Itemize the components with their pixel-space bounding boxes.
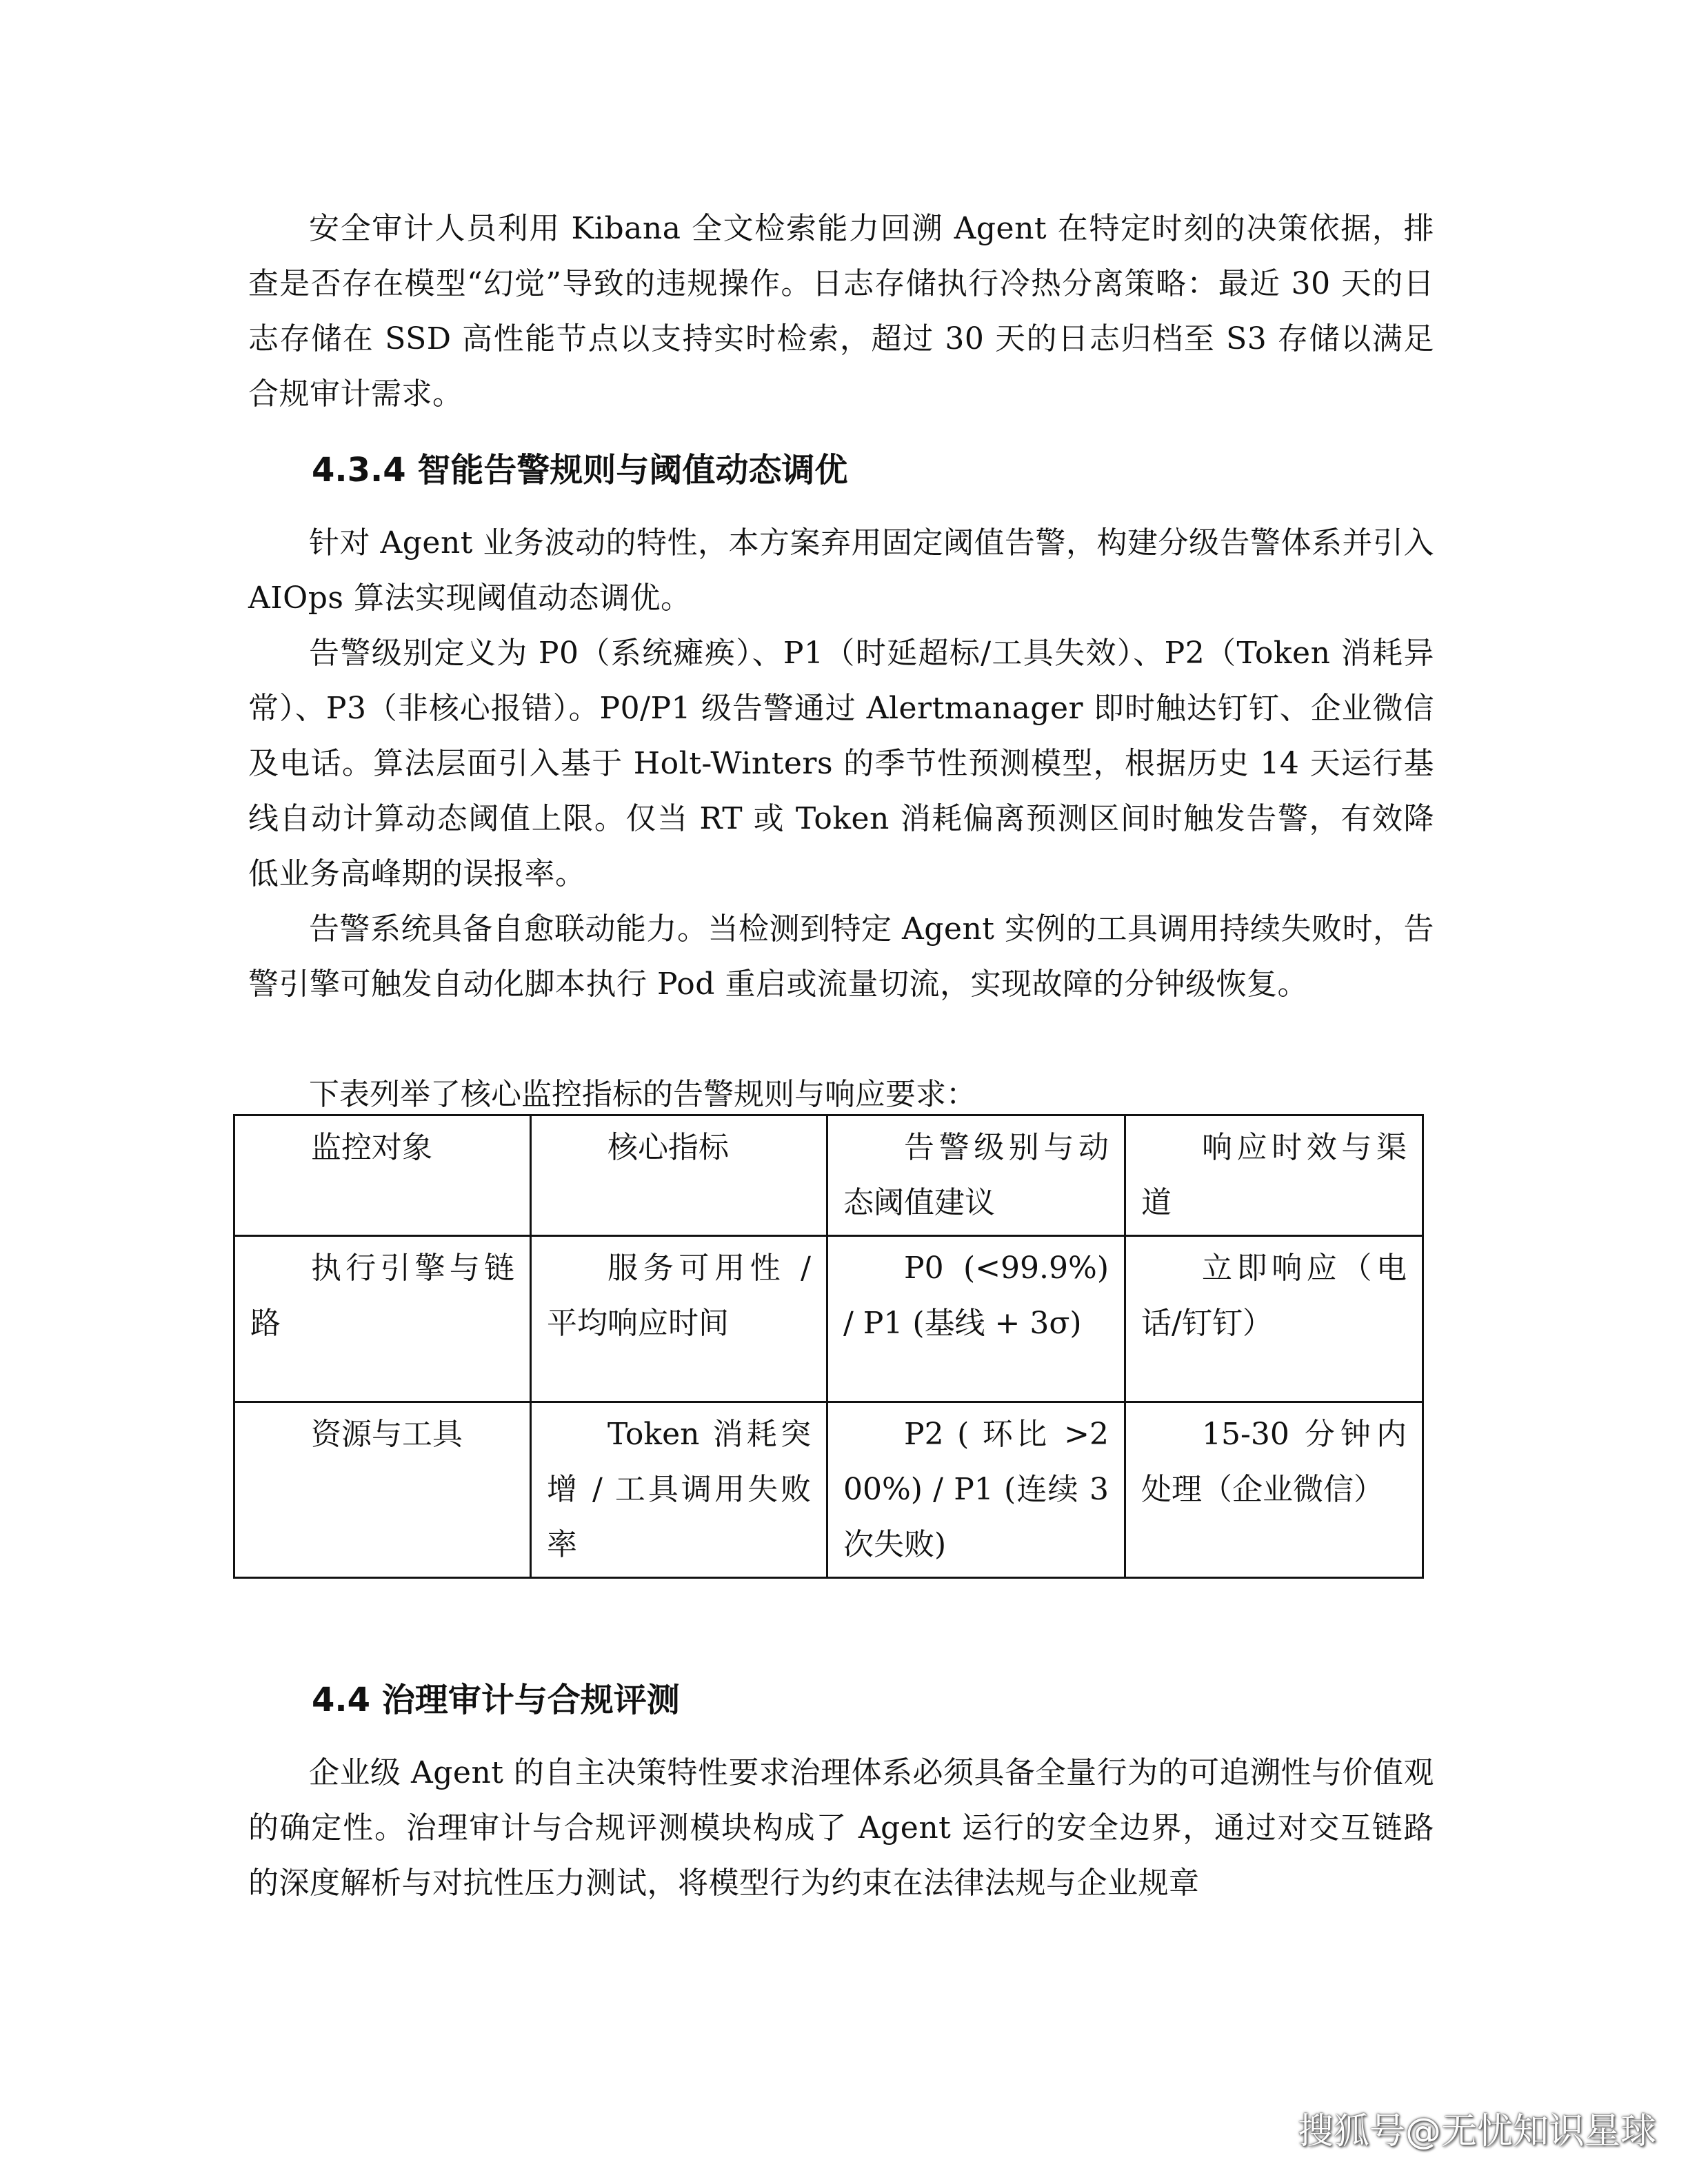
paragraph-governance: 企业级 Agent 的自主决策特性要求治理体系必须具备全量行为的可追溯性与价值观的确定性。治理审计与合规评测模块构成了 Agent 运行的安全边界，通过对交互链路的深度解析与对抗性压力测试，将模型行为约束在法律法规与企业规章 (248, 1755, 1434, 1901)
paragraph-log-audit: 安全审计人员利用 Kibana 全文检索能力回溯 Agent 在特定时刻的决策依据，排查是否存在模型“幻觉”导致的违规操作。日志存储执行冷热分离策略：最近 30 天的日志存储在 SSD 高性能节点以支持实时检索，超过 30 天的日志归档至 S3 存储以满足合规审计需求。 (248, 211, 1434, 412)
table-header-row (234, 1115, 1423, 1236)
table-row (234, 1236, 1423, 1402)
table-header-cell: 核心指标 (531, 1115, 827, 1236)
table-cell: 资源与工具 (234, 1402, 531, 1578)
table-header-cell: 监控对象 (234, 1115, 531, 1236)
table-cell: P0 (<99.9%) / P1 (基线 + 3σ) (827, 1236, 1125, 1402)
section-heading-4-4: 4.4 治理审计与合规评测 (312, 1681, 680, 1719)
watermark-text: 搜狐号@无忧知识星球 (1297, 2111, 1656, 2152)
section-heading-4-3-4: 4.3.4 智能告警规则与阈值动态调优 (312, 451, 848, 489)
alert-rules-table (233, 1114, 1424, 1579)
table-cell: Token 消耗突增 / 工具调用失败率 (531, 1402, 827, 1578)
table-cell: P2 ( 环比 >200%) / P1 (连续 3 次失败) (827, 1402, 1125, 1578)
table-cell: 服务可用性 / 平均响应时间 (531, 1236, 827, 1402)
paragraph-alert-intro: 针对 Agent 业务波动的特性，本方案弃用固定阈值告警，构建分级告警体系并引入 AIOps 算法实现阈值动态调优。 (248, 525, 1434, 616)
table-header-cell: 响应时效与渠道 (1125, 1115, 1423, 1236)
table-caption: 下表列举了核心监控指标的告警规则与响应要求： (309, 1077, 976, 1112)
paragraph-self-healing: 告警系统具备自愈联动能力。当检测到特定 Agent 实例的工具调用持续失败时，告警引擎可触发自动化脚本执行 Pod 重启或流量切流，实现故障的分钟级恢复。 (248, 911, 1434, 1002)
table-row (234, 1402, 1423, 1578)
paragraph-alert-levels: 告警级别定义为 P0（系统瘫痪）、P1（时延超标/工具失效）、P2（Token 消耗异常）、P3（非核心报错）。P0/P1 级告警通过 Alertmanager 即时触达钉钉、企业微信及电话。算法层面引入基于 Holt-Winters 的季节性预测模型，根据历史 14 天运行基线自动计算动态阈值上限。仅当 RT 或 Token 消耗偏离预测区间时触发告警，有效降低业务高峰期的误报率。 (248, 636, 1434, 891)
table-cell: 立即响应（电话/钉钉） (1125, 1236, 1423, 1402)
table-cell: 执行引擎与链路 (234, 1236, 531, 1402)
table-cell: 15-30 分钟内处理（企业微信） (1125, 1402, 1423, 1578)
table-header-cell: 告警级别与动态阈值建议 (827, 1115, 1125, 1236)
